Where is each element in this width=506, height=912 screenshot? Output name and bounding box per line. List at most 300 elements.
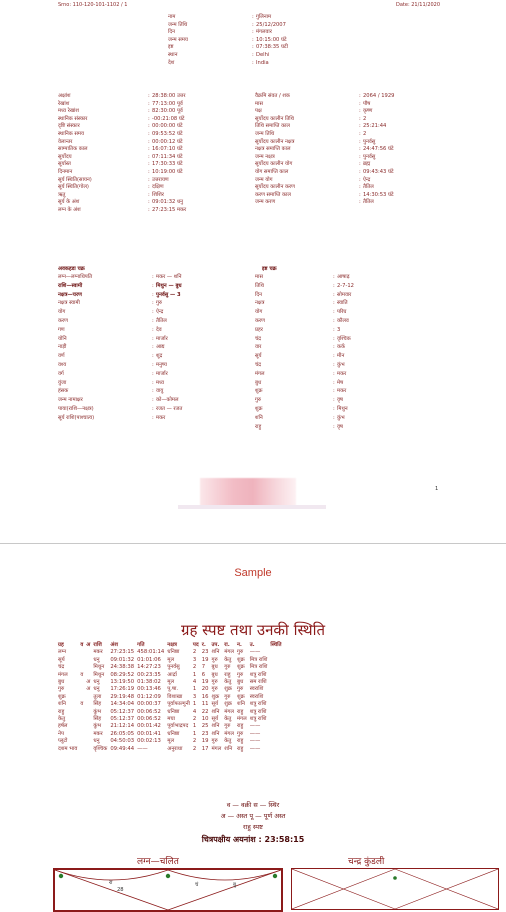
- graha-cell: शुक्र: [224, 686, 232, 693]
- colon-separator: :: [152, 318, 154, 324]
- graha-cell: लग्न: [58, 649, 67, 656]
- colon-separator: :: [359, 161, 361, 168]
- colon-separator: :: [152, 370, 154, 377]
- avakahada-value: मकर — शनि: [156, 274, 182, 280]
- avakahada-label: हंसक: [58, 388, 69, 395]
- serial-number: Srno: 110-120-101-1102 / 1: [58, 2, 128, 8]
- graha-cell: 27:23:15: [110, 649, 135, 656]
- graha-cell: 2: [192, 649, 197, 656]
- graha-cell: 13:19:50: [110, 679, 135, 686]
- graha-cell: मकर: [93, 649, 103, 656]
- legend-line-2: अ — अस्त पू — पूर्ण अस्त: [220, 812, 286, 820]
- left-info-value: -00:21:08 घंटे: [152, 115, 185, 122]
- graha-cell: राहु: [236, 708, 244, 715]
- graha-cell: मूल: [167, 679, 175, 686]
- graha-cell: मिथुन: [93, 671, 105, 678]
- colon-separator: :: [252, 21, 254, 28]
- colon-separator: :: [148, 108, 150, 115]
- graha-cell: 17:26:19: [110, 686, 135, 693]
- colon-separator: :: [359, 138, 361, 145]
- colon-separator: :: [148, 199, 150, 206]
- lagna-chalit-chart: [53, 868, 283, 912]
- top-info-value: 10:15:00 घंटे: [256, 36, 287, 43]
- avakahada-value: मार्जार: [156, 335, 168, 342]
- avakahada-label: युंजा: [58, 379, 67, 386]
- graha-cell: 17: [201, 745, 209, 752]
- graha-cell: गुरु: [224, 723, 231, 730]
- graha-cell: 1: [192, 701, 197, 708]
- chart-left-label-3: चं: [195, 882, 199, 888]
- colon-separator: :: [359, 131, 361, 137]
- graha-header-cell: र.: [201, 642, 206, 648]
- graha-cell: शुक्र: [211, 693, 220, 700]
- graha-cell: [86, 701, 93, 708]
- sample-label: Sample: [234, 567, 272, 579]
- right-info-label: जन्म करण: [255, 199, 276, 206]
- graha-cell: पुनर्वसु: [167, 664, 180, 671]
- graha-cell: 00:06:52: [137, 716, 161, 723]
- graha-row: [58, 664, 285, 671]
- colon-separator: :: [252, 44, 254, 51]
- isht-label: चंद्र: [255, 362, 262, 368]
- left-info-value: शिशिर: [152, 191, 164, 198]
- colon-separator: :: [333, 318, 335, 324]
- avakahada-value: पुनर्वसु — 3: [156, 291, 181, 298]
- legend-line-3: राहु स्पष्ट: [243, 823, 263, 831]
- graha-row: [58, 672, 285, 679]
- lagna-chalit-lines: [55, 870, 281, 910]
- colon-separator: :: [148, 191, 150, 198]
- avakahada-value: वायु: [156, 388, 164, 395]
- graha-cell: मित्र राशि: [249, 664, 268, 671]
- colon-separator: :: [333, 300, 335, 307]
- graha-cell: 09:49:44: [110, 745, 135, 752]
- avakahada-label: पाया(राशि—नक्षत्र): [58, 406, 94, 412]
- graha-cell: 26:05:05: [110, 730, 135, 737]
- right-info-value: ब्रह्म: [363, 161, 371, 168]
- graha-cell: 05:12:37: [110, 716, 135, 723]
- colon-separator: :: [152, 274, 154, 280]
- graha-cell: 4: [192, 708, 197, 715]
- graha-cell: 19: [201, 679, 209, 686]
- left-info-label: सूर्य के अंश: [58, 199, 80, 206]
- right-info-label: नक्षत्र समाप्ति काल: [255, 146, 291, 153]
- colon-separator: :: [152, 300, 154, 307]
- colon-separator: :: [359, 93, 361, 99]
- graha-row: [58, 746, 285, 753]
- top-info-value: Delhi: [256, 52, 270, 58]
- graha-cell: नेप: [58, 730, 64, 737]
- graha-cell: पूर्वाफाल्गुनी: [167, 701, 190, 708]
- left-info-label: वेलान्तर: [58, 138, 73, 145]
- avakahada-label: वश्य: [58, 362, 67, 368]
- graha-table: [58, 642, 285, 753]
- graha-cell: 01:38:02: [137, 679, 161, 686]
- colon-separator: :: [359, 146, 361, 153]
- graha-header-cell: नक्षत्र: [167, 642, 177, 648]
- graha-cell: व: [80, 671, 84, 678]
- avakahada-value: शूद्र: [156, 353, 163, 360]
- right-info-label: सूर्योदय कालीन तिथि: [255, 115, 294, 122]
- graha-cell: धनु: [93, 738, 100, 745]
- isht-label: शनि: [255, 414, 263, 421]
- graha-row: [58, 738, 285, 745]
- left-info-value: 09:53:52 घंटे: [152, 131, 183, 137]
- right-info-value: पुनर्वसु: [363, 138, 376, 145]
- graha-cell: 25: [201, 723, 209, 730]
- colon-separator: :: [333, 397, 335, 404]
- left-info-value: 82:30:00 पूर्व: [152, 108, 183, 115]
- right-info-label: वैक्रमि संवत / शक: [255, 93, 290, 99]
- graha-cell: 08:29:52: [110, 671, 135, 678]
- avakahada-label: योग: [58, 309, 66, 316]
- graha-cell: शनि: [224, 745, 233, 752]
- graha-cell: तुला: [93, 693, 102, 700]
- avakahada-label: नाड़ी: [58, 344, 67, 351]
- isht-value: स्वाति: [337, 300, 348, 307]
- graha-cell: 1: [192, 686, 197, 693]
- graha-header-cell: उप.: [211, 642, 220, 648]
- graha-cell: [86, 738, 93, 745]
- graha-cell: 00:01:41: [137, 730, 161, 737]
- top-info-label: इष्ट: [168, 44, 174, 51]
- isht-label: तिथि: [255, 282, 264, 289]
- colon-separator: :: [359, 123, 361, 130]
- graha-cell: 29:19:48: [110, 693, 135, 700]
- right-info-value: 2064 / 1929: [363, 93, 395, 99]
- isht-label: राहु: [255, 423, 262, 430]
- graha-cell: धनिष्ठा: [167, 708, 180, 715]
- isht-label: वार: [255, 344, 262, 351]
- colon-separator: :: [359, 115, 361, 122]
- graha-cell: 21:12:14: [110, 723, 135, 730]
- avakahada-value: ऐन्द्र: [156, 309, 164, 316]
- right-info-value: कृष्ण: [363, 108, 373, 115]
- graha-cell: गुरु: [224, 693, 231, 700]
- right-info-label: जन्म नक्षत्र: [255, 153, 275, 160]
- right-info-value: तैतिल: [363, 184, 374, 191]
- graha-cell: 00:01:42: [137, 723, 161, 730]
- graha-cell: सूर्य: [58, 656, 65, 663]
- avakahada-value: मकर: [156, 414, 166, 421]
- graha-cell: गुरु: [211, 738, 218, 745]
- graha-cell: शुक्र: [236, 656, 245, 663]
- graha-cell: 04:50:03: [110, 738, 135, 745]
- graha-cell: राहु: [236, 723, 244, 730]
- colon-separator: :: [333, 370, 335, 377]
- colon-separator: :: [152, 309, 154, 316]
- right-info-label: जन्म योग: [255, 176, 273, 183]
- graha-row: [58, 686, 285, 693]
- graha-cell: 00:23:35: [137, 671, 161, 678]
- colon-separator: :: [333, 326, 335, 333]
- isht-value: परिघ: [337, 309, 347, 316]
- graha-cell: केतु: [224, 716, 232, 723]
- graha-cell: 7: [201, 664, 206, 671]
- graha-cell: 6: [201, 671, 206, 678]
- graha-cell: 2: [192, 745, 197, 752]
- right-info-label: मास: [255, 100, 263, 107]
- right-info-value: 25:21:44: [363, 123, 387, 130]
- graha-cell: सम राशि: [249, 679, 267, 686]
- right-info-value: 24:47:56 घंटे: [363, 146, 394, 153]
- right-info-value: 09:43:43 घंटे: [363, 169, 394, 175]
- top-info-label: दिन: [168, 29, 175, 36]
- graha-cell: गुरु: [211, 686, 218, 693]
- graha-cell: गुरु: [236, 671, 244, 678]
- graha-cell: बुध: [211, 664, 218, 671]
- left-info-label: सूर्य स्थिति(गोल): [58, 184, 89, 191]
- colon-separator: :: [148, 207, 150, 213]
- graha-row: [58, 731, 285, 738]
- graha-cell: 16: [201, 693, 209, 700]
- left-info-value: 10:19:00 घंटे: [152, 169, 183, 175]
- graha-cell: शनि: [211, 723, 220, 730]
- legend-line-1: व — वक्री स — स्थिर: [226, 801, 280, 809]
- colon-separator: :: [148, 100, 150, 107]
- isht-value: 2-7-12: [337, 282, 354, 289]
- isht-label: दिन: [255, 291, 262, 298]
- left-info-value: 00:00:12 घंटे: [152, 138, 183, 145]
- graha-cell: 14:34:04: [110, 701, 135, 708]
- top-info-label: जन्म समय: [168, 36, 188, 43]
- colon-separator: :: [333, 353, 335, 360]
- graha-cell: राहु: [236, 738, 244, 745]
- colon-separator: :: [148, 153, 150, 160]
- isht-value: मीन: [337, 353, 345, 360]
- colon-separator: :: [148, 138, 150, 145]
- graha-cell: मंगल: [224, 730, 234, 737]
- avakahada-value: मनुष्य: [156, 362, 167, 368]
- graha-cell: कुंभ: [93, 708, 102, 715]
- graha-cell: कुंभ: [93, 723, 102, 730]
- avakahada-value: मिथुन — बुध: [156, 282, 182, 289]
- graha-header-cell: व: [80, 642, 84, 648]
- graha-cell: 3: [192, 693, 197, 700]
- graha-cell: आर्द्रा: [167, 671, 177, 678]
- graha-cell: 19: [201, 656, 209, 663]
- graha-cell: मूल: [167, 738, 175, 745]
- graha-cell: केतु: [224, 656, 232, 663]
- print-date: Date: 21/11/2020: [396, 2, 441, 8]
- colon-separator: :: [333, 423, 335, 430]
- graha-cell: 2: [192, 738, 197, 745]
- blurred-logo: [200, 478, 296, 506]
- graha-cell: 2: [192, 716, 197, 723]
- right-info-value: ऐन्द्र: [363, 176, 371, 183]
- graha-cell: [86, 657, 93, 664]
- graha-cell: 22: [201, 708, 209, 715]
- graha-cell: ——: [249, 738, 261, 745]
- avakahada-label: जन्म नामाक्षर: [58, 397, 83, 404]
- colon-separator: :: [152, 397, 154, 404]
- graha-cell: गुरु: [211, 656, 218, 663]
- graha-cell: ——: [249, 649, 261, 656]
- top-info-value: 25/12/2007: [256, 21, 286, 28]
- graha-cell: गुरु: [58, 686, 65, 693]
- graha-cell: शनि: [58, 701, 66, 708]
- left-info-label: रेखांश: [58, 100, 70, 107]
- colon-separator: :: [359, 184, 361, 191]
- isht-value: कुंभ: [337, 362, 345, 368]
- graha-cell: शनि: [236, 701, 245, 708]
- graha-cell: 3: [192, 656, 197, 663]
- left-info-label: लग्न के अंश: [58, 207, 81, 213]
- graha-cell: धनिष्ठा: [167, 649, 180, 656]
- graha-cell: 2: [192, 664, 197, 671]
- graha-cell: गुरु: [224, 664, 231, 671]
- graha-header-cell: रा.: [224, 642, 230, 648]
- avakahada-value: आद्य: [156, 344, 165, 351]
- avakahada-value: मार्जार: [156, 370, 168, 377]
- graha-cell: केतु: [58, 716, 66, 723]
- graha-cell: मंगल: [236, 716, 247, 723]
- graha-cell: 14:27:23: [137, 664, 161, 671]
- graha-cell: केतु: [224, 679, 232, 686]
- chart-right-title: चन्द्र कुंडली: [348, 857, 385, 867]
- colon-separator: :: [359, 100, 361, 107]
- graha-cell: अ: [86, 679, 91, 686]
- avakahada-value: को—कोमल: [156, 397, 179, 404]
- colon-separator: :: [333, 344, 335, 351]
- graha-cell: मंगल: [58, 671, 68, 678]
- graha-cell: शनि: [211, 649, 220, 656]
- isht-label: सूर्य: [255, 353, 262, 360]
- colon-separator: :: [333, 406, 335, 412]
- left-info-label: मध्य रेखांश: [58, 108, 79, 115]
- left-info-value: 07:11:34 घंटे: [152, 153, 183, 160]
- colon-separator: :: [359, 176, 361, 183]
- blurred-logo-bar: [178, 505, 326, 509]
- isht-label: मंगल: [255, 370, 265, 377]
- colon-separator: :: [252, 14, 254, 20]
- graha-cell: ——: [249, 723, 261, 730]
- graha-row: [58, 723, 285, 730]
- graha-cell: सूर्य: [211, 701, 219, 708]
- isht-value: 3: [337, 326, 341, 333]
- right-info-label: सूर्योदय कालीन नक्षत्र: [255, 138, 295, 145]
- chart-left-label-2: 28: [117, 887, 124, 893]
- graha-cell: ——: [137, 745, 148, 752]
- colon-separator: :: [152, 406, 154, 412]
- isht-value: वृश्चिक: [337, 335, 351, 342]
- graha-header-cell: राशि: [93, 642, 102, 648]
- graha-cell: मकर: [93, 730, 103, 737]
- graha-cell: [86, 672, 93, 679]
- graha-cell: शनि: [211, 730, 220, 737]
- graha-cell: 05:12:37: [110, 708, 135, 715]
- isht-value: मकर: [337, 388, 347, 395]
- right-info-label: पक्ष: [255, 108, 262, 115]
- avakahada-label: सूर्य राशि(पाश्चात्य): [58, 414, 95, 421]
- right-info-label: जन्म तिथि: [255, 131, 275, 137]
- graha-cell: सिंह: [93, 701, 102, 708]
- graha-cell: मंगल: [224, 708, 234, 715]
- colon-separator: :: [333, 282, 335, 289]
- colon-separator: :: [359, 191, 361, 198]
- graha-cell: 24:38:38: [110, 664, 135, 671]
- isht-label: शुक्र: [255, 388, 263, 395]
- graha-cell: शत्रु राशि: [249, 716, 267, 723]
- isht-value: वृष: [337, 423, 343, 430]
- graha-cell: [86, 731, 93, 738]
- isht-value: कर्क: [337, 344, 345, 351]
- graha-cell: शत्रु राशि: [249, 708, 267, 715]
- isht-value: मिथुन: [337, 406, 348, 412]
- left-info-label: स्थानिक समय: [58, 131, 85, 137]
- graha-cell: स्वराशि: [249, 693, 264, 700]
- colon-separator: :: [152, 291, 154, 298]
- isht-title: इष्ट चक्र: [262, 266, 277, 272]
- right-info-label: योग समाप्ति काल: [255, 169, 289, 175]
- graha-cell: मिथुन: [93, 664, 105, 671]
- graha-cell: अ: [86, 686, 91, 693]
- graha-row: [58, 649, 285, 656]
- top-info-value: मंगलवार: [256, 29, 272, 36]
- isht-label: बुध: [255, 379, 262, 386]
- graha-cell: ——: [249, 730, 261, 737]
- right-info-value: 2: [363, 131, 367, 137]
- graha-cell: शत्रु राशि: [249, 701, 267, 708]
- colon-separator: :: [152, 414, 154, 421]
- chandra-kundali-lines: [292, 869, 498, 909]
- graha-cell: 1: [192, 723, 197, 730]
- colon-separator: :: [152, 388, 154, 395]
- graha-cell: पू.षा.: [167, 686, 179, 693]
- avakahada-label: गण: [58, 326, 65, 333]
- left-info-label: साम्पातिक काल: [58, 146, 88, 153]
- avakahada-value: गुरु: [156, 300, 163, 307]
- graha-cell: 00:02:13: [137, 738, 161, 745]
- colon-separator: :: [152, 362, 154, 368]
- colon-separator: :: [148, 184, 150, 191]
- graha-cell: 00:06:52: [137, 708, 161, 715]
- colon-separator: :: [333, 379, 335, 386]
- graha-cell: धनिष्ठा: [167, 730, 180, 737]
- colon-separator: :: [148, 176, 150, 183]
- right-info-value: तैतिल: [363, 199, 374, 206]
- graha-cell: गुरु: [236, 686, 244, 693]
- isht-value: कौलव: [337, 318, 349, 324]
- colon-separator: :: [152, 353, 154, 360]
- colon-separator: :: [333, 362, 335, 368]
- colon-separator: :: [148, 146, 150, 153]
- graha-header-cell: स्थिति: [270, 642, 282, 648]
- graha-cell: 458:01:14: [137, 649, 165, 656]
- colon-separator: :: [152, 335, 154, 342]
- avakahada-label: वर्ग: [58, 370, 64, 377]
- graha-cell: [86, 664, 93, 671]
- graha-cell: मूल: [167, 656, 175, 663]
- colon-separator: :: [152, 326, 154, 333]
- right-info-value: पुनर्वसु: [363, 153, 376, 160]
- ayanamsha: चित्रपक्षीय अयनांश : 23:58:15: [201, 835, 305, 844]
- graha-cell: शत्रु राशि: [249, 671, 267, 678]
- page-divider: [0, 543, 506, 544]
- avakahada-label: वर्ण: [58, 353, 65, 360]
- left-info-label: सूर्यास्त: [58, 161, 71, 168]
- graha-cell: चंद्र: [58, 664, 65, 671]
- avakahada-value: रजत — रजत: [156, 406, 183, 412]
- graha-cell: ——: [249, 745, 261, 752]
- avakahada-value: देव: [156, 326, 162, 333]
- chandra-kundali-chart: [291, 868, 499, 910]
- graha-cell: 09:01:32: [110, 656, 135, 663]
- graha-cell: गुरु: [211, 679, 218, 686]
- graha-cell: बुध: [58, 679, 65, 686]
- graha-cell: 01:12:09: [137, 693, 161, 700]
- colon-separator: :: [148, 123, 150, 130]
